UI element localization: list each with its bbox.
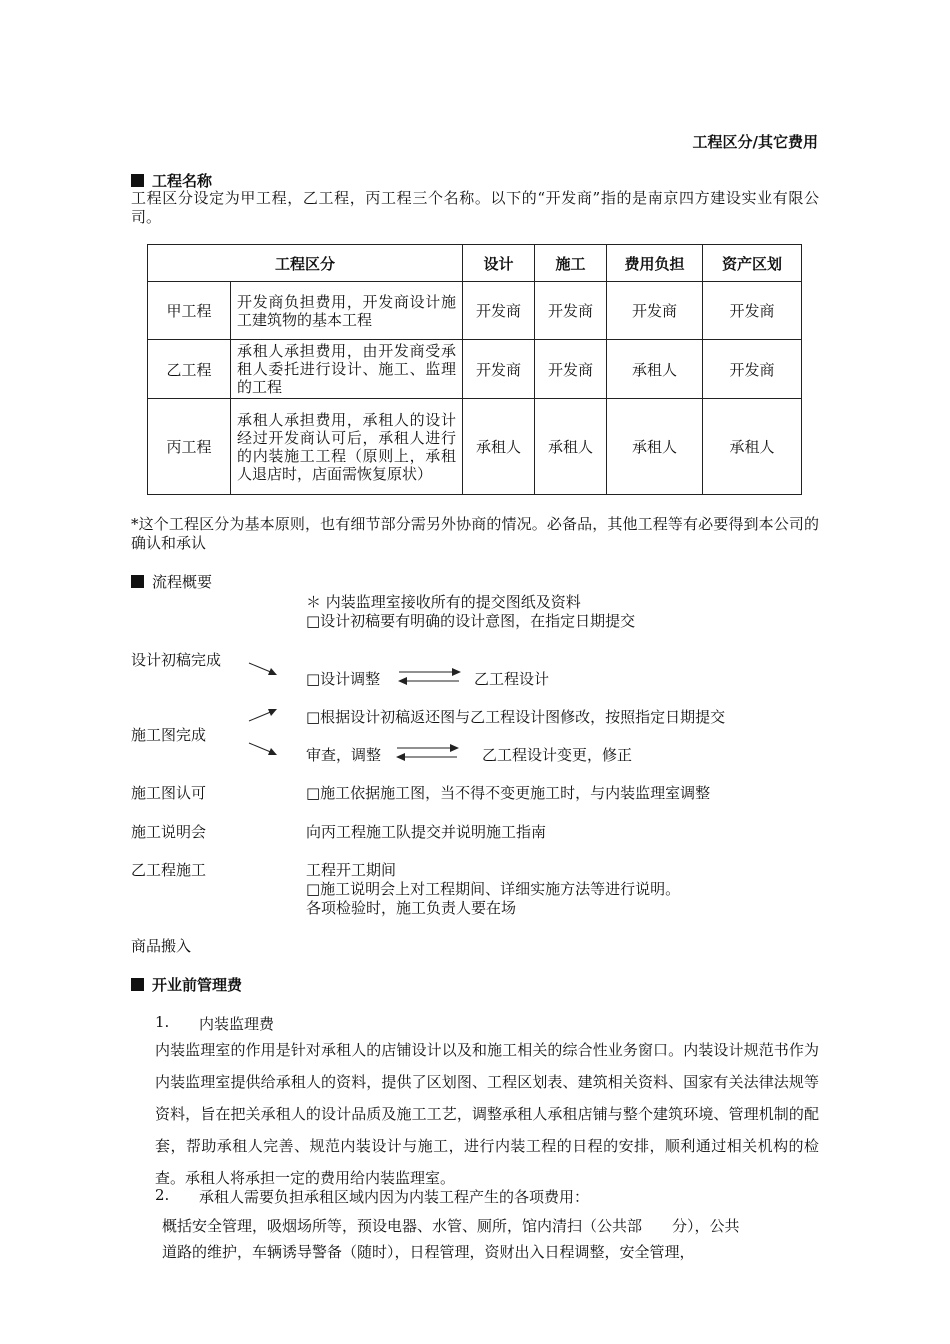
- flow-item-construct: □施工依据施工图，当不得不变更施工时，与内装监理室调整: [306, 784, 711, 802]
- table-cell: 开发商: [703, 340, 802, 399]
- list-number: 2.: [155, 1186, 170, 1204]
- double-arrow-icon: [395, 741, 461, 763]
- note-paragraph: *这个工程区分为基本原则，也有细节部分需另外协商的情况。必备品，其他工程等有必要得到本公司的确认和承认: [131, 515, 819, 552]
- table-cell: 承租人: [535, 399, 607, 495]
- square-bullet-icon: [131, 978, 144, 991]
- flow-note-1: ＊ 内装监理室接收所有的提交图纸及资料: [306, 593, 581, 611]
- table-cell: 承租人: [607, 399, 703, 495]
- flow-item-explain: □施工说明会上对工程期间、详细实施方法等进行说明。: [306, 880, 681, 898]
- table-header-cell: 资产区划: [703, 245, 802, 282]
- table-cell: 开发商: [535, 340, 607, 399]
- item2-line: 概括安全管理，吸烟场所等，预设电器、水管、厕所，馆内清扫（公共部 分），公共: [162, 1217, 740, 1235]
- flow-item-inspect: 各项检验时，施工负责人要在场: [306, 899, 517, 917]
- page-title: 工程区分/其它费用: [692, 133, 818, 151]
- table-cell: 承租人: [607, 340, 703, 399]
- flow-item-adjust: □设计调整: [306, 670, 381, 688]
- table-cell-desc: 承租人承担费用，承租人的设计经过开发商认可后，承租人进行的内装施工工程（原则上，承租人退店时，店面需恢复原状）: [231, 399, 463, 495]
- table-cell: 承租人: [463, 399, 535, 495]
- table-header-cell: 设计: [463, 245, 535, 282]
- square-bullet-icon: [131, 174, 144, 187]
- flow-item-review-target: 乙工程设计变更，修正: [482, 746, 633, 764]
- table-cell: 开发商: [463, 282, 535, 340]
- table-header-cell: 施工: [535, 245, 607, 282]
- table-header-cell: 工程区分: [148, 245, 463, 282]
- arrow-right-up-icon: [247, 703, 281, 725]
- list-number: 1.: [155, 1013, 170, 1031]
- flow-note-2: □设计初稿要有明确的设计意图，在指定日期提交: [306, 612, 636, 630]
- flow-item-period: 工程开工期间: [306, 861, 397, 879]
- stage-label: 施工说明会: [131, 823, 207, 841]
- table-cell-name: 丙工程: [148, 399, 231, 495]
- section-heading-text: 开业前管理费: [152, 976, 243, 994]
- section-heading-fees: [131, 974, 242, 995]
- table-cell: 开发商: [607, 282, 703, 340]
- stage-label: 设计初稿完成: [131, 651, 222, 669]
- table-header-cell: 费用负担: [607, 245, 703, 282]
- square-bullet-icon: [131, 575, 144, 588]
- list-item-title: 承租人需要负担承租区域内因为内装工程产生的各项费用：: [199, 1188, 590, 1206]
- table-cell-name: 乙工程: [148, 340, 231, 399]
- flow-item-adjust-target: 乙工程设计: [474, 670, 550, 688]
- item2-line: 道路的维护，车辆诱导警备（随时），日程管理，资财出入日程调整，安全管理，: [162, 1243, 695, 1261]
- table-cell-desc: 开发商负担费用，开发商设计施工建筑物的基本工程: [231, 282, 463, 340]
- intro-paragraph: 工程区分设定为甲工程，乙工程，丙工程三个名称。以下的“开发商”指的是南京四方建设实业有限公司。: [131, 189, 819, 226]
- table-row: [148, 399, 802, 495]
- table-cell: 开发商: [703, 282, 802, 340]
- section-heading-text: 流程概要: [152, 573, 213, 591]
- arrow-right-down-icon: [247, 660, 281, 682]
- table-row: [148, 340, 802, 399]
- stage-label: 施工图认可: [131, 784, 207, 802]
- section-heading-flow: [131, 571, 212, 592]
- table-row: [148, 282, 802, 340]
- table-cell-name: 甲工程: [148, 282, 231, 340]
- list-item-title: 内装监理费: [199, 1015, 275, 1033]
- table-header-row: [148, 245, 802, 282]
- stage-label: 乙工程施工: [131, 861, 207, 879]
- section-heading-text: 工程名称: [152, 172, 213, 190]
- flow-item-revise: □根据设计初稿返还图与乙工程设计图修改，按照指定日期提交: [306, 708, 726, 726]
- item1-body: 内装监理室的作用是针对承租人的店铺设计以及和施工相关的综合性业务窗口。内装设计规范书作为内装监理室提供给承租人的资料，提供了区划图、工程区划表、建筑相关资料、国家有关法律法规等资料，旨在把关承租人的设计品质及施工工艺，调整承租人承租店铺与整个建筑环境、管理机制的配套，帮助承租人完善、规范内装设计与施工，进行内装工程的日程的安排，顺利通过相关机构的检查。承租人将承担一定的费用给内装监理室。: [155, 1041, 819, 1187]
- table-cell-desc: 承租人承担费用，由开发商受承租人委托进行设计、施工、监理的工程: [231, 340, 463, 399]
- double-arrow-icon: [397, 665, 463, 687]
- table-cell: 开发商: [535, 282, 607, 340]
- section-heading-project-name: [131, 170, 212, 191]
- flow-item-review: 审查，调整: [306, 746, 382, 764]
- table-cell: 承租人: [703, 399, 802, 495]
- arrow-right-down-icon: [247, 740, 281, 762]
- table-cell: 开发商: [463, 340, 535, 399]
- stage-label: 商品搬入: [131, 937, 192, 955]
- stage-label: 施工图完成: [131, 726, 207, 744]
- project-division-table: [147, 244, 802, 495]
- flow-item-briefing: 向丙工程施工队提交并说明施工指南: [306, 823, 547, 841]
